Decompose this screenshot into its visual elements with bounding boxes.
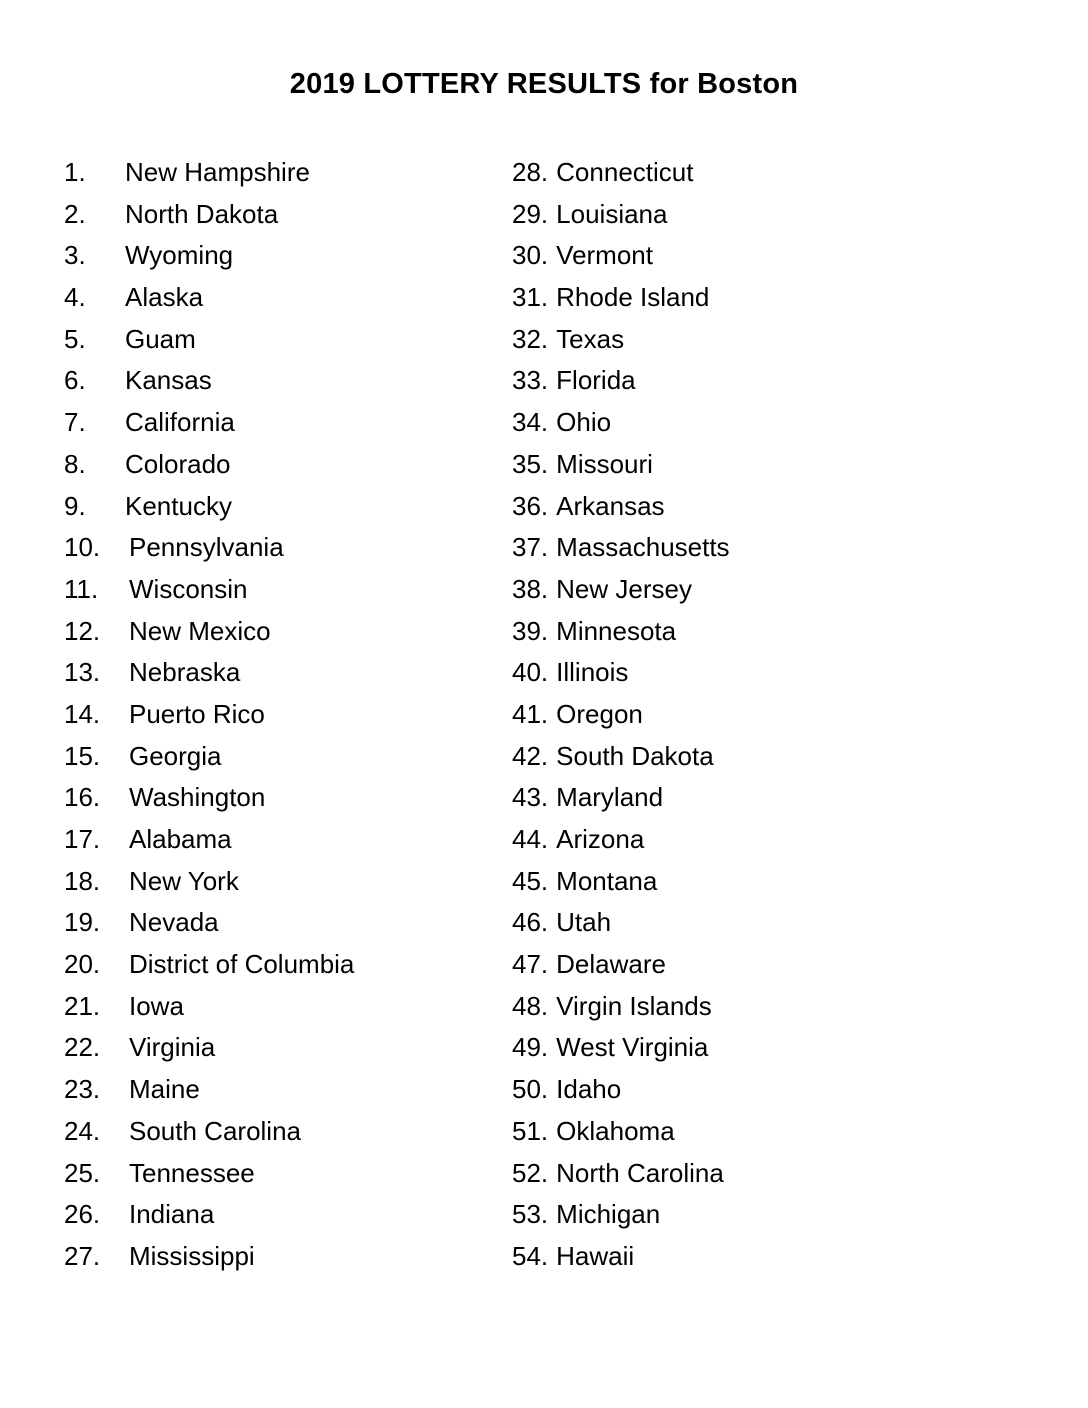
state-name: Washington <box>129 782 266 813</box>
results-list-right <box>512 152 932 1278</box>
rank-number: 39. <box>512 615 549 646</box>
list-item <box>64 1194 484 1236</box>
list-item <box>64 319 484 361</box>
state-name: Minnesota <box>556 615 677 646</box>
state-name: Colorado <box>125 448 231 479</box>
state-name: North Dakota <box>125 198 279 229</box>
rank-number: 54. <box>512 1240 549 1271</box>
list-item <box>64 527 484 569</box>
list-item <box>512 486 932 528</box>
rank-number: 20. <box>64 949 101 980</box>
state-name: Arkansas <box>556 490 665 521</box>
state-name: South Dakota <box>556 740 714 771</box>
list-item <box>512 194 932 236</box>
state-name: Ohio <box>556 407 612 438</box>
rank-number: 53. <box>512 1199 549 1230</box>
state-name: Wyoming <box>125 240 234 271</box>
state-name: Oklahoma <box>556 1115 675 1146</box>
state-name: Guam <box>125 323 196 354</box>
rank-number: 35. <box>512 448 549 479</box>
state-name: Virgin Islands <box>556 990 712 1021</box>
rank-number: 21. <box>64 990 101 1021</box>
rank-number: 37. <box>512 532 549 563</box>
rank-number: 8. <box>64 448 86 479</box>
list-item <box>64 944 484 986</box>
state-name: New Mexico <box>129 615 271 646</box>
rank-number: 44. <box>512 824 549 854</box>
state-name: New Hampshire <box>125 157 310 187</box>
list-item <box>512 611 932 653</box>
state-name: Mississippi <box>129 1240 255 1271</box>
list-item <box>512 1236 932 1278</box>
state-name: Florida <box>556 365 636 396</box>
rank-number: 19. <box>64 907 101 938</box>
list-item <box>64 1236 484 1278</box>
list-item <box>64 1153 484 1195</box>
rank-number: 22. <box>64 1032 101 1063</box>
rank-number: 29. <box>512 198 549 229</box>
list-item <box>512 694 932 736</box>
rank-number: 36. <box>512 490 549 521</box>
rank-number: 52. <box>512 1157 549 1188</box>
state-name: Illinois <box>556 657 629 688</box>
state-name: Virginia <box>129 1032 216 1063</box>
list-item <box>512 902 932 944</box>
state-name: Maine <box>129 1074 200 1105</box>
list-item <box>64 486 484 528</box>
list-item <box>512 777 932 819</box>
list-item <box>64 652 484 694</box>
rank-number: 10. <box>64 532 101 563</box>
list-item <box>64 902 484 944</box>
rank-number: 40. <box>512 657 549 688</box>
state-name: Pennsylvania <box>129 532 284 563</box>
list-item <box>64 1069 484 1111</box>
rank-number: 4. <box>64 282 86 313</box>
rank-number: 1. <box>64 157 86 187</box>
list-item <box>512 527 932 569</box>
state-name: Georgia <box>129 740 222 771</box>
list-item <box>64 611 484 653</box>
state-name: Kansas <box>125 365 212 396</box>
list-item <box>64 861 484 903</box>
state-name: Idaho <box>556 1074 622 1105</box>
state-name: Puerto Rico <box>129 698 265 729</box>
state-name: Nevada <box>129 907 219 938</box>
list-item <box>512 360 932 402</box>
list-item <box>512 1069 932 1111</box>
state-name: New York <box>129 865 239 896</box>
state-name: Nebraska <box>129 657 241 688</box>
state-name: Louisiana <box>556 198 668 229</box>
rank-number: 26. <box>64 1199 101 1230</box>
state-name: California <box>125 407 235 438</box>
rank-number: 25. <box>64 1157 101 1188</box>
rank-number: 7. <box>64 407 86 438</box>
state-name: Indiana <box>129 1199 215 1230</box>
rank-number: 42. <box>512 740 549 771</box>
state-name: Alaska <box>125 282 204 313</box>
page-title: 2019 LOTTERY RESULTS for Boston <box>289 68 799 100</box>
list-item <box>512 652 932 694</box>
rank-number: 23. <box>64 1074 101 1105</box>
state-name: South Carolina <box>129 1115 301 1146</box>
list-item <box>512 152 932 194</box>
rank-number: 32. <box>512 323 549 354</box>
state-name: Rhode Island <box>556 282 710 313</box>
results-list-left <box>64 152 484 1278</box>
list-item <box>64 152 484 194</box>
state-name: Montana <box>556 865 658 896</box>
state-name: Oregon <box>556 698 643 729</box>
state-name: West Virginia <box>556 1032 709 1063</box>
rank-number: 2. <box>64 198 86 229</box>
rank-number: 47. <box>512 949 549 980</box>
state-name: Kentucky <box>125 490 232 521</box>
state-name: Massachusetts <box>556 532 730 563</box>
rank-number: 28. <box>512 157 549 187</box>
state-name: North Carolina <box>556 1157 724 1188</box>
rank-number: 46. <box>512 907 549 938</box>
state-name: Michigan <box>556 1199 661 1230</box>
list-item <box>512 319 932 361</box>
state-name: Iowa <box>129 990 184 1021</box>
rank-number: 34. <box>512 407 549 438</box>
state-name: New Jersey <box>556 573 692 604</box>
list-item <box>64 444 484 486</box>
rank-number: 38. <box>512 573 549 604</box>
state-name: Tennessee <box>129 1157 255 1188</box>
list-item <box>64 360 484 402</box>
rank-number: 49. <box>512 1032 549 1063</box>
list-item <box>512 444 932 486</box>
list-item <box>512 1153 932 1195</box>
list-item <box>512 402 932 444</box>
rank-number: 48. <box>512 990 549 1021</box>
rank-number: 18. <box>64 865 101 896</box>
list-item <box>64 194 484 236</box>
rank-number: 3. <box>64 240 86 271</box>
list-item <box>64 694 484 736</box>
rank-number: 13. <box>64 657 101 688</box>
rank-number: 12. <box>64 615 101 646</box>
list-item <box>512 819 932 861</box>
state-name: Connecticut <box>556 157 694 187</box>
list-item <box>64 277 484 319</box>
rank-number: 11. <box>64 573 99 604</box>
rank-number: 17. <box>64 824 101 854</box>
list-item <box>64 235 484 277</box>
rank-number: 30. <box>512 240 549 271</box>
state-name: Alabama <box>129 824 232 854</box>
list-item <box>512 1111 932 1153</box>
list-item <box>64 402 484 444</box>
list-item <box>512 235 932 277</box>
state-name: Delaware <box>556 949 666 980</box>
rank-number: 6. <box>64 365 86 396</box>
state-name: Vermont <box>556 240 653 271</box>
list-item <box>512 277 932 319</box>
state-name: Utah <box>556 907 612 938</box>
rank-number: 16. <box>64 782 101 813</box>
rank-number: 5. <box>64 323 86 354</box>
state-name: Hawaii <box>556 1240 635 1271</box>
state-name: Arizona <box>556 824 645 854</box>
state-name: Texas <box>556 323 625 354</box>
list-item <box>512 569 932 611</box>
rank-number: 43. <box>512 782 549 813</box>
rank-number: 24. <box>64 1115 101 1146</box>
list-item <box>64 1111 484 1153</box>
rank-number: 14. <box>64 698 101 729</box>
list-item <box>64 569 484 611</box>
state-name: District of Columbia <box>129 949 355 980</box>
state-name: Maryland <box>556 782 664 813</box>
rank-number: 33. <box>512 365 549 396</box>
rank-number: 50. <box>512 1074 549 1105</box>
state-name: Wisconsin <box>129 573 248 604</box>
rank-number: 51. <box>512 1115 549 1146</box>
list-item <box>512 736 932 778</box>
rank-number: 31. <box>512 282 549 313</box>
list-item <box>512 1027 932 1069</box>
state-name: Missouri <box>556 448 653 479</box>
rank-number: 9. <box>64 490 86 521</box>
rank-number: 45. <box>512 865 549 896</box>
list-item <box>64 986 484 1028</box>
rank-number: 27. <box>64 1240 101 1271</box>
list-item <box>512 944 932 986</box>
list-item <box>64 819 484 861</box>
rank-number: 15. <box>64 740 101 771</box>
list-item <box>512 861 932 903</box>
list-item <box>64 777 484 819</box>
list-item <box>512 986 932 1028</box>
rank-number: 41. <box>512 698 549 729</box>
list-item <box>512 1194 932 1236</box>
list-item <box>64 1027 484 1069</box>
list-item <box>64 736 484 778</box>
